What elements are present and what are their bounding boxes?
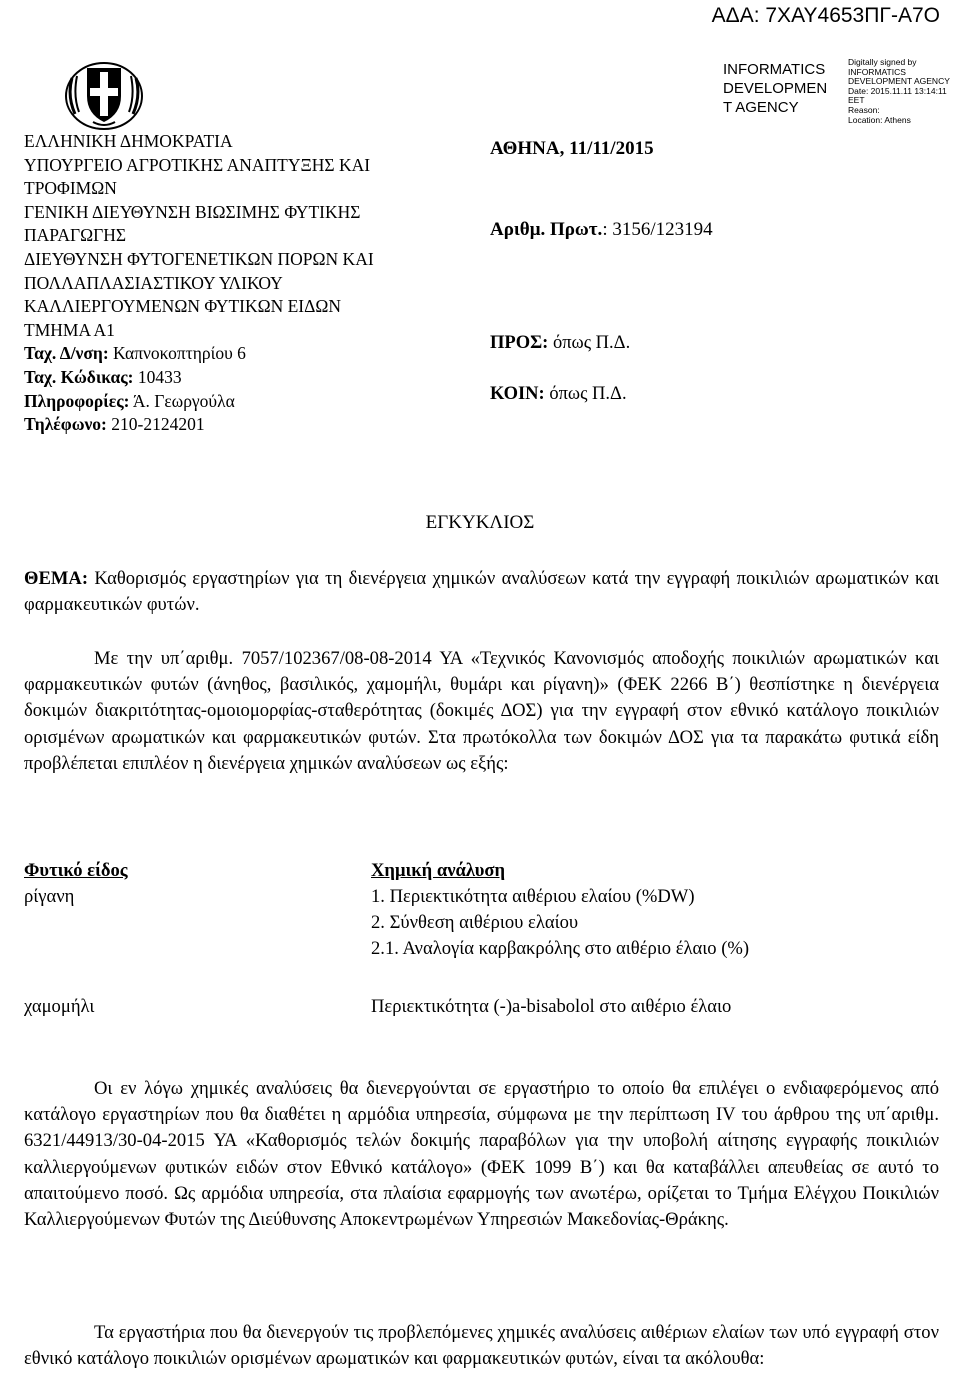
subject-paragraph <box>24 566 939 618</box>
body-paragraph-2 <box>24 1076 939 1233</box>
field-value: 10433 <box>133 366 182 387</box>
signature-org-line: T AGENCY <box>723 99 799 116</box>
contact-information <box>24 390 474 414</box>
table-row-analysis <box>371 884 778 963</box>
national-emblem-icon <box>63 56 145 130</box>
subject-label: ΘΕΜΑ: <box>24 568 89 589</box>
issuer-line: ΕΛΛΗΝΙΚΗ ΔΗΜΟΚΡΑΤΙΑ <box>24 131 233 151</box>
field-label: Ταχ. Κώδικας: <box>24 366 134 387</box>
signature-detail-line: Digitally signed by <box>848 57 917 67</box>
recipient-label: ΠΡΟΣ: <box>490 333 549 353</box>
column-header: Φυτικό είδος <box>24 860 128 881</box>
signature-detail-line: INFORMATICS <box>848 66 906 77</box>
table-row-species: χαμομήλι <box>24 996 95 1017</box>
signature-detail-line: Reason: <box>848 104 880 115</box>
issuer-line: ΚΑΛΛΙΕΡΓΟΥΜΕΝΩΝ ΦΥΤΙΚΩΝ ΕΙΔΩΝ <box>24 296 342 317</box>
subject-text: Καθορισμός εργαστηρίων για τη διενέργεια χημικών αναλύσεων κατά την εγγραφή ποικιλιών αρωματικών και φαρμακευτικών φυτών. <box>24 568 939 616</box>
issuer-line: ΤΜΗΜΑ Α1 <box>24 319 115 340</box>
signature-detail-line: Date: 2015.11.11 13:14:11 <box>848 85 947 96</box>
signature-detail-line: Location: Athens <box>848 114 911 125</box>
field-label: Πληροφορίες: <box>24 390 130 411</box>
contact-phone <box>24 413 474 437</box>
paragraph-text: Τα εργαστήρια που θα διενεργούν τις προβλεπόμενες χημικές αναλύσεις αιθέριων ελαίων των υπό εγγραφή στον εθνικό κατάλογο ποικιλιών ορισμένων αρωματικών και φαρμακευτικών φυτών, είναι τα ακόλουθα: <box>24 1322 939 1370</box>
field-value: Καπνοκοπτηρίου 6 <box>108 343 246 364</box>
recipient-value: όπως Π.Δ. <box>544 384 627 404</box>
protocol-number <box>490 219 713 241</box>
table-row-analysis <box>371 994 778 1020</box>
contact-address <box>24 342 474 366</box>
paragraph-text: Οι εν λόγω χημικές αναλύσεις θα διενεργούνται σε εργαστήριο το οποίο θα επιλέγει ο ενδιαφερόμενος από κατάλογο εργαστηρίων που θα διαθέτει η αρμόδια υπηρεσία, σύμφωνα με την περίπτωση IV του άρθρου της υπ΄αριθμ. 6321/44913/30-04-2015 ΥΑ «Καθορισμός τελών δοκιμής παραβόλων για την υποβολή αίτησης εγγραφής ποικιλιών καλλιεργούμενων φυτικών ειδών στον Εθνικό κατάλογο» (ΦΕΚ 1099 Β΄) και θα καταβάλλει απευθείας σε αυτό το απαιτούμενο ποσό. Ως αρμόδια υπηρεσία, στα πλαίσια εφαρμογής των ανωτέρω, ορίζεται το Τμήμα Ελέγχου Ποικιλιών Καλλιεργούμενων Φυτών της Διεύθυνσης Αποκεντρωμένων Υπηρεσιών Μακεδονίας-Θράκης. <box>24 1078 939 1231</box>
field-value: 210-2124201 <box>106 414 205 435</box>
issuer-line: ΓΕΝΙΚΗ ΔΙΕΥΘΥΝΣΗ ΒΙΩΣΙΜΗΣ ΦΥΤΙΚΗΣ <box>24 201 361 222</box>
issuer-line: ΔΙΕΥΘΥΝΣΗ ΦΥΤΟΓΕΝΕΤΙΚΩΝ ΠΟΡΩΝ ΚΑΙ <box>24 248 374 269</box>
protocol-label: Αριθμ. Πρωτ. <box>490 219 603 240</box>
signature-detail-line: EET <box>848 95 865 106</box>
contact-postal-code <box>24 366 474 390</box>
field-label: Ταχ. Δ/νση: <box>24 343 109 364</box>
issuer-line: ΠΑΡΑΓΩΓΗΣ <box>24 225 127 246</box>
body-paragraph-3 <box>24 1320 939 1372</box>
signature-org-line: INFORMATICS <box>723 61 826 78</box>
issuer-header <box>24 130 474 437</box>
table-row-species: ρίγανη <box>24 886 75 907</box>
analysis-item: 2.1. Αναλογία καρβακρόλης στο αιθέριο έλαιο (%) <box>371 938 750 960</box>
issuer-line: ΠΟΛΛΑΠΛΑΣΙΑΣΤΙΚΟΥ ΥΛΙΚΟΥ <box>24 272 283 293</box>
issuer-line: ΤΡΟΦΙΜΩΝ <box>24 178 117 199</box>
signature-details <box>848 58 958 125</box>
signature-org-line: DEVELOPMEN <box>723 80 828 97</box>
column-header: Χημική ανάλυση <box>371 860 506 881</box>
recipient-label: ΚΟΙΝ: <box>490 384 545 404</box>
recipient-cc <box>490 384 627 405</box>
issuer-line: ΥΠΟΥΡΓΕΙΟ ΑΓΡΟΤΙΚΗΣ ΑΝΑΠΤΥΞΗΣ ΚΑΙ <box>24 154 371 175</box>
body-paragraph-1 <box>24 646 939 777</box>
recipient-value: όπως Π.Δ. <box>548 333 631 353</box>
protocol-value: : 3156/123194 <box>602 219 713 240</box>
table-header-analysis <box>371 858 778 884</box>
ada-code: ΑΔΑ: 7ΧΑΥ4653ΠΓ-Α7Ο <box>711 4 940 27</box>
signature-organization <box>723 60 843 117</box>
paragraph-text: Με την υπ΄αριθμ. 7057/102367/08-08-2014 ΥΑ «Τεχνικός Κανονισμός αποδοχής ποικιλιών αρωματικών και φαρμακευτικών φυτών (άνηθος, βασιλικός, χαμομήλι, θυμάρι και ρίγανη)» (ΦΕΚ 2266 Β΄) θεσπίστηκε η διενέργεια δοκιμών διακριτότητας-ομοιομορφίας-σταθερότητας (δοκιμές ΔΟΣ) για την εγγραφή στον εθνικό κατάλογο ποικιλιών ορισμένων αρωματικών και φαρμακευτικών φυτών. Στα πρωτόκολλα των δοκιμών ΔΟΣ για τα παρακάτω φυτικά είδη προβλέπεται επιπλέον η διενέργεια χημικών αναλύσεων ως εξής: <box>24 648 939 774</box>
analysis-item: Περιεκτικότητα (-)a-bisabolol στο αιθέριο έλαιο <box>371 996 732 1017</box>
signature-detail-line: DEVELOPMENT AGENCY <box>848 76 950 87</box>
analysis-item: 2. Σύνθεση αιθέριου ελαίου <box>371 912 579 934</box>
field-value: Ά. Γεωργούλα <box>129 390 235 411</box>
document-title: ΕΓΚΥΚΛΙΟΣ <box>425 512 535 533</box>
document-date: ΑΘΗΝΑ, 11/11/2015 <box>490 138 654 159</box>
table-header-species <box>24 858 128 884</box>
field-label: Τηλέφωνο: <box>24 414 107 435</box>
recipient-to <box>490 333 630 354</box>
analysis-item: 1. Περιεκτικότητα αιθέριου ελαίου (%DW) <box>371 886 695 907</box>
